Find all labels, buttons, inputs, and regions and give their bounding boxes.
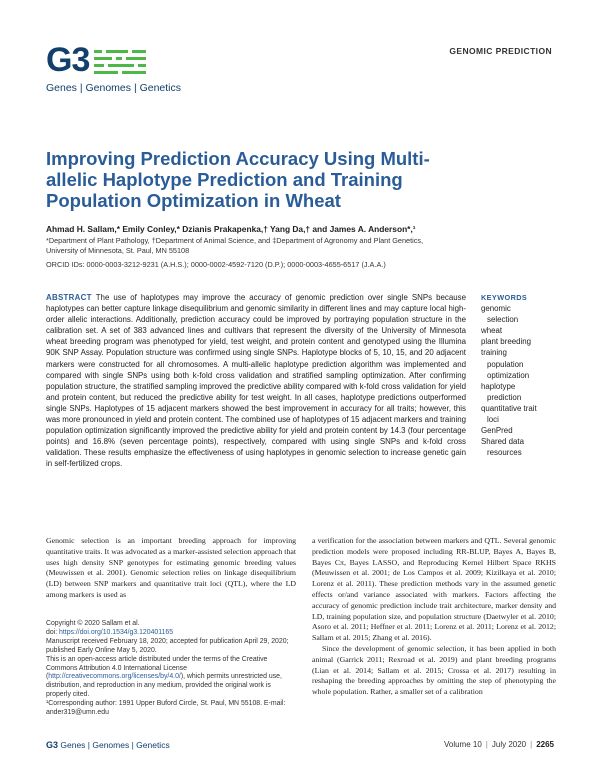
affiliations: [46, 236, 546, 256]
keyword-item: prediction: [487, 392, 522, 402]
footer-separator: |: [485, 740, 488, 749]
license-statement: [46, 656, 296, 701]
page-number: 2265: [536, 740, 554, 749]
section-label: GENOMIC PREDICTION: [449, 46, 552, 56]
keywords-panel: [481, 292, 561, 458]
body-paragraph: a verification for the association between markers and QTL. Several genomic prediction models were proposed including RR-BLUP, Bayes A, Bayes B, Bayes Cπ, Bayes LASSO, and Reproducing Kernel Hilbert Space RKHS (Meuwissen et al. 2001; de Los Campos et al. 2009; Kizilkaya et al. 2010; Lorenz et al. 2011). These prediction methods vary in the assumed genetic effects or/and variance associated with markers. Factors affecting the accuracy of genomic prediction include trait architecture, marker density and LD, training population size, and population structure (Daetwyler et al. 2010; Asoro et al. 2011; Heffner et al. 2011; Lorenz et al. 2011; Lorenz et al. 2012; Sallam et al. 2015; Zhang et al. 2016).: [312, 536, 556, 643]
license-text-1: This is an open-access article distributed under the terms of the Creative Commons Attribution 4.0 International License (: [46, 655, 268, 681]
footer-citation: [444, 740, 554, 749]
abstract: [46, 292, 466, 470]
article-title: Improving Prediction Accuracy Using Multi-allelic Haplotype Prediction and Training Population Optimization in Wheat: [46, 148, 430, 211]
body-paragraph: Since the development of genomic selection, it has been applied in both animal (Garrick 2011; Rexroad et al. 2019) and plant breeding programs (Lian et al. 2014; Sallam et al. 2015; Crossa et al. 2017) resulting in reshaping the breeding approaches by omitting the step of phenotyping the whole population. Rather, a smaller set of a calibration: [312, 643, 556, 697]
footer-date: July 2020: [491, 740, 527, 749]
body-column-right: [312, 536, 556, 698]
keyword-item: plant breeding: [481, 337, 532, 347]
abstract-text: The use of haplotypes may improve the accuracy of genomic prediction over single SNPs because haplotypes can better capture linkage disequilibrium and genomic similarity in different lines and may capture local high-order allelic interactions. Additionally, prediction accuracy could be improved by portraying population structure in the calibration set. A set of 383 advanced lines and cultivars that represent the diversity of the University of Minnesota wheat breeding program was phenotyped for yield, test weight, and protein content and genotyped using the Illumina 90K SNP Assay. Population structure was confirmed using single SNPs. Haplotype blocks of 5, 10, 15, and 20 adjacent markers were constructed for all chromosomes. A multi-allelic haplotype prediction algorithm was implemented and compared with single SNPs using both k-fold cross validation and stratified sampling optimization. After confirming population structure, the stratified sampling improved the predictive ability compared with k-fold cross validation for yield and protein content, but reduced the predictive ability for test weight. In all cases, haplotype predictions outperformed single SNPs. Haplotypes of 15 adjacent markers showed the best improvement in accuracy for all traits; however, this was more pronounced in yield and protein content. The combined use of haplotypes of 15 adjacent markers and training population optimization significantly improved the predictive ability for yield and protein content by 14.3 (four percentage points) and 16.8% (seven percentage points), respectively, compared with using single SNPs and k-fold cross validation. These results emphasize the effectiveness of using haplotypes in genomic selection to increase genetic gain in self-fertilized crops.: [46, 293, 466, 469]
abstract-label: ABSTRACT: [46, 293, 92, 302]
affiliation-line-2: University of Minnesota, St. Paul, MN 55108: [46, 246, 190, 255]
footer-separator: |: [530, 740, 533, 749]
footer-volume: Volume 10: [443, 740, 482, 749]
footer-logo: [46, 740, 170, 750]
keyword-item: genomic: [481, 304, 511, 314]
keyword-item: GenPred: [481, 426, 513, 436]
keyword-item: optimization: [487, 370, 530, 380]
body-column-left: [46, 536, 296, 601]
footnotes: [46, 620, 296, 718]
footer-logo-mark: G3: [46, 740, 59, 750]
keyword-item: training: [481, 348, 507, 358]
logo-bars-icon: [94, 48, 158, 76]
keyword-item: population: [487, 359, 524, 369]
keyword-item: haplotype: [481, 381, 516, 391]
license-link[interactable]: http://creativecommons.org/licenses/by/4.0/: [48, 673, 181, 681]
orcid-ids: ORCID IDs: 0000-0003-3212-9231 (A.H.S.); 0000-0002-4592-7120 (D.P.); 0000-0003-4655-6517 (J.A.A.): [46, 260, 386, 269]
keyword-item: loci: [487, 415, 499, 425]
doi-label: doi:: [46, 628, 60, 636]
logo-subtitle: Genes | Genomes | Genetics: [46, 82, 182, 94]
copyright-line: Copyright © 2020 Sallam et al.: [46, 620, 140, 627]
keyword-item: wheat: [481, 326, 503, 336]
keyword-item: resources: [487, 448, 522, 458]
author-list: Ahmad H. Sallam,* Emily Conley,* Dzianis Prakapenka,† Yang Da,† and James A. Anderson*,¹: [46, 224, 416, 234]
license-text-2: ), which permits unrestricted use, distribution, and reproduction in any medium, provided the original work is properly cited.: [46, 673, 282, 699]
keyword-item: Shared data: [481, 437, 524, 447]
body-paragraph: Genomic selection is an important breeding approach for improving quantitative traits. It was advocated as a marker-assisted selection approach that uses high density SNP genotypes for estimating genomic breeding values (Meuwissen et al. 2001). Genomic selection relies on linkage disequilibrium (LD) between SNP markers and quantitative trait loci (QTL), where the LD among markers is used as: [46, 536, 296, 599]
footer-logo-subtitle: Genes | Genomes | Genetics: [60, 740, 170, 750]
affiliation-line-1: *Department of Plant Pathology, †Department of Animal Science, and ‡Department of Agronomy and Plant Genetics,: [46, 236, 424, 245]
keyword-item: selection: [487, 315, 519, 325]
doi-line: [46, 629, 296, 638]
keywords-title: KEYWORDS: [481, 293, 528, 302]
keywords-list: [481, 303, 561, 458]
manuscript-dates: Manuscript received February 18, 2020; accepted for publication April 29, 2020; published Early Online May 5, 2020.: [46, 637, 289, 654]
journal-logo: [46, 41, 182, 98]
logo-wordmark: G3: [46, 41, 90, 79]
doi-link[interactable]: https://doi.org/10.1534/g3.120401165: [59, 628, 174, 636]
keyword-item: quantitative trait: [481, 403, 537, 413]
corresponding-author: ¹Corresponding author: 1991 Upper Buford Circle, St. Paul, MN 55108. E-mail: ander319@umn.edu: [46, 700, 286, 717]
